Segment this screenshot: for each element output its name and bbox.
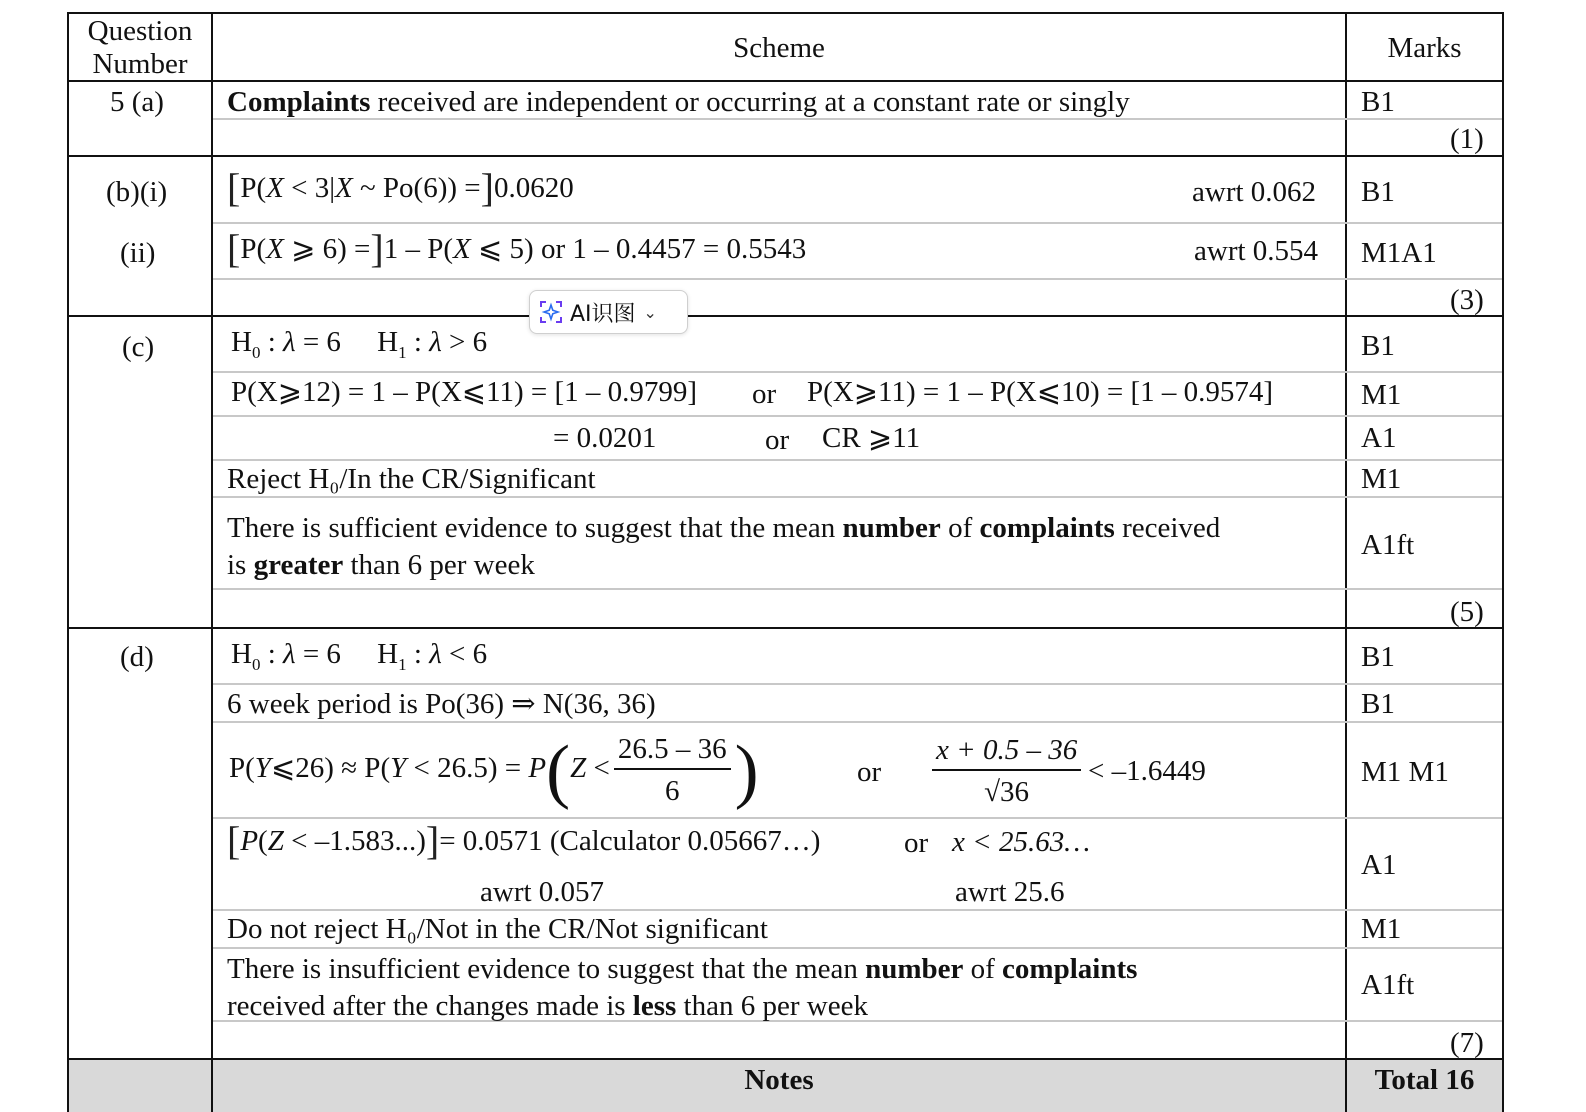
ai-scan-icon	[538, 299, 564, 325]
part-b-awrt-i: awrt 0.062	[1192, 176, 1317, 208]
row-separator	[213, 721, 1502, 723]
row-separator	[213, 371, 1502, 373]
row-separator	[213, 496, 1502, 498]
part-b-answer-i: [P(X < 3|X ~ Po(6)) =]0.0620	[227, 165, 574, 210]
header-question-number: Question Number	[87, 15, 193, 80]
row-separator	[213, 222, 1502, 224]
row-separator	[213, 588, 1502, 590]
ai-image-recognition-button[interactable]	[529, 290, 688, 334]
part-c-total: (5)	[1450, 596, 1484, 628]
part-d-standardise-mark: M1 M1	[1361, 756, 1449, 788]
part-d-x-result: x < 25.63…	[952, 826, 1090, 858]
row-separator	[213, 909, 1502, 911]
part-d-or-1: or	[857, 756, 882, 788]
chevron-down-icon: ⌄	[643, 302, 657, 322]
part-a-label: 5 (a)	[110, 86, 164, 118]
header-scheme: Scheme	[733, 32, 825, 64]
part-c-reject: Reject H₀/In the CR/Significant	[227, 463, 596, 495]
part-d-label: (d)	[120, 641, 154, 673]
row-separator	[213, 683, 1502, 685]
part-d-z-mark: A1	[1361, 849, 1397, 881]
row-separator	[213, 118, 1502, 120]
part-b-mark-ii: M1A1	[1361, 237, 1437, 269]
z-fraction: $\frac{26.5 - 36}{6}$	[614, 732, 731, 808]
part-a-answer: Complaints received are independent or occurring at a constant rate or singly	[227, 86, 1130, 118]
part-d-period-mark: B1	[1361, 688, 1395, 720]
part-d-hyp-mark: B1	[1361, 641, 1395, 673]
part-d-conclusion: There is insufficient evidence to suggest that the mean number of complaints received after the changes made is less than 6 per week	[227, 953, 1138, 1022]
notes-heading: Notes	[744, 1064, 814, 1096]
part-d-standardise: P(Y⩽26) ≈ P(Y < 26.5) = P(Z < $\frac{26.5 - 36}{6}$ )	[229, 730, 759, 811]
part-c-reject-mark: M1	[1361, 463, 1402, 495]
part-d-not-reject: Do not reject H₀/Not in the CR/Not significant	[227, 913, 768, 945]
part-d-z-result: [P(Z < –1.583...)]= 0.0571 (Calculator 0.05667…)	[227, 818, 821, 863]
row-separator	[213, 278, 1502, 280]
part-d-awrt-1: awrt 0.057	[480, 876, 605, 908]
part-a-mark: B1	[1361, 86, 1395, 118]
part-c-prob-mark: M1	[1361, 379, 1402, 411]
row-separator	[213, 415, 1502, 417]
part-d-critical-value: < –1.6449	[1088, 755, 1206, 787]
grand-total: Total 16	[1374, 1064, 1475, 1096]
part-c-hyp-mark: B1	[1361, 330, 1395, 362]
part-b-mark-i: B1	[1361, 176, 1395, 208]
part-c-prob-or: or	[752, 378, 777, 410]
part-c-result: = 0.0201	[553, 422, 657, 454]
part-c-critical-region: CR ⩾11	[822, 422, 921, 454]
header-bottom-line	[67, 80, 1504, 82]
row-separator	[213, 459, 1502, 461]
part-c-prob-right: P(X⩾11) = 1 – P(X⩽10) = [1 – 0.9574]	[807, 376, 1274, 408]
part-c-result-or: or	[765, 424, 790, 456]
part-c-conclusion-mark: A1ft	[1361, 529, 1415, 561]
table-border-top	[67, 12, 1504, 14]
part-c-bottom-line	[67, 627, 1504, 629]
part-c-prob-left: P(X⩾12) = 1 – P(X⩽11) = [1 – 0.9799]	[231, 376, 698, 408]
row-separator	[213, 947, 1502, 949]
part-b-label-ii: (ii)	[120, 237, 156, 269]
part-d-hypotheses: $H_0$ : λ = 6 $H_1$ : λ < 6	[231, 638, 488, 674]
part-c-conclusion: There is sufficient evidence to suggest that the mean number of complaints received is greater than 6 per week	[227, 512, 1221, 581]
part-d-conclusion-mark: A1ft	[1361, 969, 1415, 1001]
part-b-awrt-ii: awrt 0.554	[1194, 235, 1319, 267]
part-d-awrt-2: awrt 25.6	[955, 876, 1065, 908]
part-d-total: (7)	[1450, 1027, 1484, 1059]
part-d-or-2: or	[904, 827, 929, 859]
part-d-x-fraction: $\frac{x + 0.5 - 36}{√36}$	[932, 733, 1081, 809]
ai-button-label: AI识图	[570, 301, 636, 327]
header-marks: Marks	[1387, 32, 1462, 64]
part-c-hypotheses: $H_0$ : λ = 6 $H_1$ : λ > 6	[231, 326, 488, 362]
part-c-label: (c)	[122, 331, 155, 363]
table-border-right	[1502, 12, 1504, 1112]
part-b-total: (3)	[1450, 284, 1484, 316]
part-b-answer-ii: [P(X ⩾ 6) =]1 – P(X ⩽ 5) or 1 – 0.4457 = 0.5543	[227, 226, 807, 271]
part-c-result-mark: A1	[1361, 422, 1397, 454]
part-b-label-i: (b)(i)	[106, 176, 168, 208]
part-b-bottom-line	[67, 315, 1504, 317]
row-separator	[213, 817, 1502, 819]
table-border-left	[67, 12, 69, 1112]
part-a-total: (1)	[1450, 123, 1484, 155]
part-a-bottom-line	[67, 155, 1504, 157]
part-d-not-reject-mark: M1	[1361, 913, 1402, 945]
part-d-period: 6 week period is Po(36) ⇒ N(36, 36)	[227, 688, 656, 720]
